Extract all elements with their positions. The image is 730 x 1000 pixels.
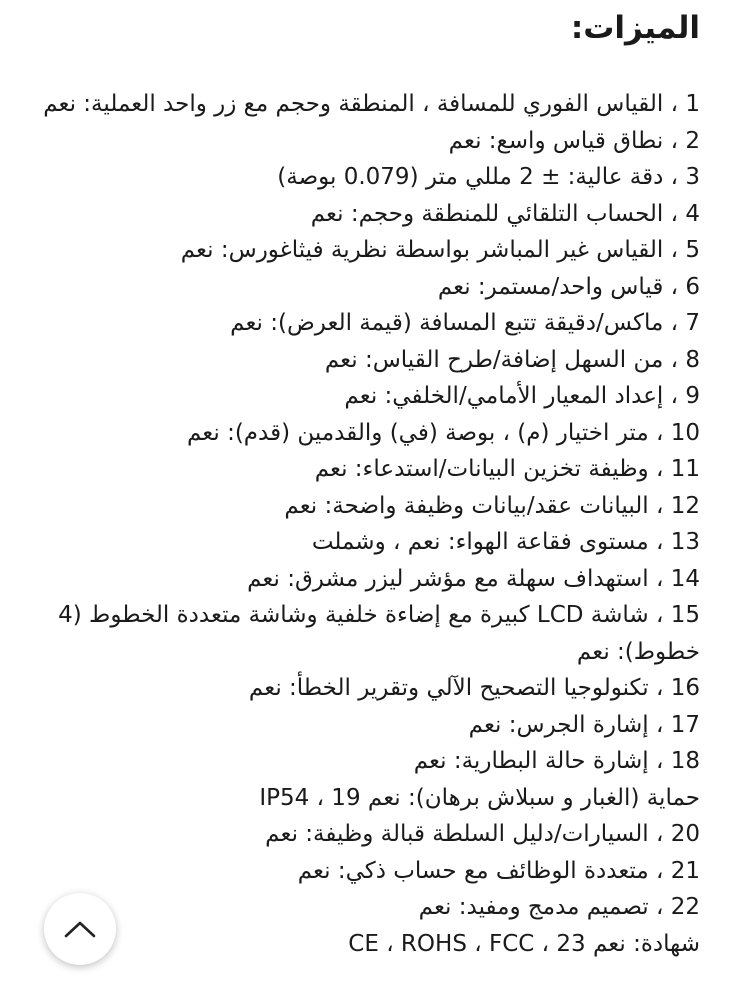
- list-item: 4 ، الحساب التلقائي للمنطقة وحجم: نعم: [310, 200, 700, 227]
- chevron-up-icon: [63, 919, 97, 939]
- features-heading: الميزات:: [570, 10, 700, 46]
- list-item: 8 ، من السهل إضافة/طرح القياس: نعم: [324, 346, 700, 373]
- list-item: 18 ، إشارة حالة البطارية: نعم: [413, 748, 700, 774]
- list-item: 7 ، ماكس/دقيقة تتبع المسافة (قيمة العرض): نعم: [230, 310, 700, 336]
- list-item: 2 ، نطاق قياس واسع: نعم: [448, 127, 700, 154]
- list-item: 17 ، إشارة الجرس: نعم: [468, 711, 700, 738]
- list-item: 10 ، متر اختيار (م) ، بوصة (في) والقدمين (قدم): نعم: [186, 419, 700, 446]
- list-item: شهادة: نعم 23 ، CE ، ROHS ، FCC: [348, 930, 700, 957]
- list-item: حماية (الغبار و سبلاش برهان): نعم IP54 ، 19: [259, 784, 700, 811]
- list-item: 9 ، إعداد المعيار الأمامي/الخلفي: نعم: [344, 383, 700, 409]
- list-item: 14 ، استهداف سهلة مع مؤشر ليزر مشرق: نعم: [247, 565, 700, 592]
- list-item: 22 ، تصميم مدمج ومفيد: نعم: [418, 894, 700, 920]
- list-item: 16 ، تكنولوجيا التصحيح الآلي وتقرير الخطأ: نعم: [248, 675, 700, 701]
- scroll-to-top-button[interactable]: [44, 893, 116, 965]
- list-item: 5 ، القياس غير المباشر بواسطة نظرية فيثاغورس: نعم: [180, 237, 700, 263]
- list-item: 13 ، مستوى فقاعة الهواء: نعم ، وشملت: [311, 529, 700, 555]
- list-item: 12 ، البيانات عقد/بيانات وظيفة واضحة: نعم: [284, 492, 700, 519]
- list-item: 6 ، قياس واحد/مستمر: نعم: [437, 273, 700, 300]
- list-item: 21 ، متعددة الوظائف مع حساب ذكي: نعم: [297, 857, 700, 884]
- features-list: [40, 86, 700, 962]
- list-item: 1 ، القياس الفوري للمسافة ، المنطقة وحجم مع زر واحد العملية: نعم: [43, 91, 700, 117]
- list-item: 3 ، دقة عالية: ± 2 مللي متر (0.079 بوصة): [277, 164, 700, 190]
- list-item: 15 ، شاشة LCD كبيرة مع إضاءة خلفية وشاشة متعددة الخطوط (4 خطوط): نعم: [58, 602, 700, 665]
- list-item: 20 ، السيارات/دليل السلطة قبالة وظيفة: نعم: [265, 821, 700, 847]
- list-item: 11 ، وظيفة تخزين البيانات/استدعاء: نعم: [314, 456, 700, 482]
